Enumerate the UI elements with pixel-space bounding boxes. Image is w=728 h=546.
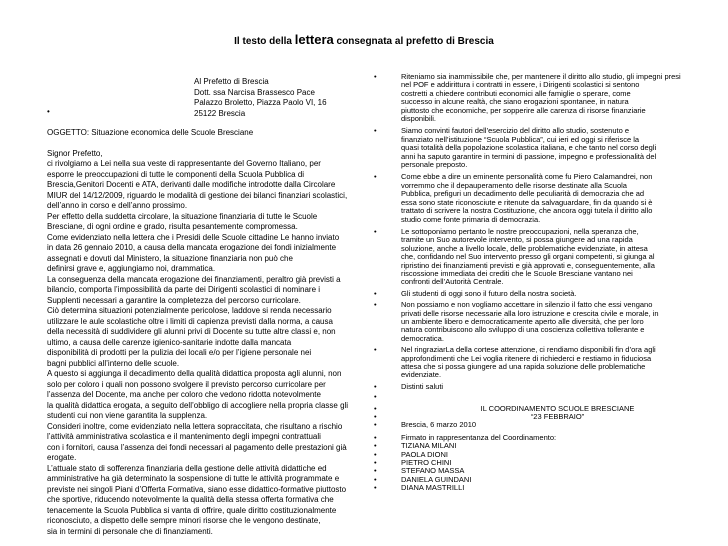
body-line: Bresciane, di ogni ordine e grado, risulta pesantemente compromessa. [47, 222, 298, 231]
body-line: bagni pubblici all’interno delle scuole. [47, 358, 180, 368]
body-line: Come evidenziato nella lettera che i Presidi delle Scuole cittadine Le hanno inviato [47, 232, 340, 242]
bullet-marker: • [374, 449, 377, 459]
address-line: 25122 Brescia [194, 108, 246, 118]
bullet-marker: • [374, 458, 377, 468]
paragraph-line: natura contribuiscono allo sviluppo di una coscienza collettiva tollerante e [401, 325, 645, 335]
signer-name-line: PAOLA DIONI [401, 449, 448, 459]
body-line: utilizzare le aule scolastiche oltre i limiti di capienza previsti dalla norma, a causa [47, 316, 333, 326]
bullet-marker: • [374, 392, 377, 402]
paragraph-line: Siamo convinti fautori dell’esercizio del diritto allo studio, sostenuto e [401, 126, 630, 136]
body-line: con i fornitori, causa l’assenza dei fondi necessari al pagamento delle prestazioni già [47, 442, 347, 452]
paragraph-line: disponibili. [401, 114, 437, 124]
bullet-marker: • [374, 300, 377, 310]
body-line: studenti cui non viene garantita la supplenza. [47, 411, 208, 420]
body-line: erogate. [47, 453, 77, 462]
paragraph [374, 173, 714, 223]
place-date [374, 421, 714, 429]
signer-name-line: DIANA MASTRILLI [401, 483, 465, 493]
bullet-marker: • [374, 474, 377, 484]
paragraph-line: attesa che si possa giungere ad una rapida soluzione delle problematiche [401, 362, 646, 371]
body-line: La conseguenza della mancata erogazione dei finanziamenti, peraltro già previsti a [47, 274, 341, 284]
paragraph-line: finanziato nell’istituzione “Scuola Pubblica”, cui ieri ed oggi si riferisce la [401, 134, 640, 144]
bullet-marker: • [374, 345, 377, 355]
recipient-address [194, 77, 327, 119]
paragraph-line: Nel ringraziarLa della cortese attenzione, ci rendiamo disponibili fin d’ora agli [401, 345, 656, 355]
body-line: Per effetto della suddetta circolare, la situazione finanziaria di tutte le Scuole [47, 211, 318, 221]
bullet-marker: • [374, 483, 377, 493]
subject-line: OGGETTO: Situazione economica delle Scuole Bresciane [47, 128, 254, 137]
address-line: Al Prefetto di Brescia [194, 77, 269, 86]
coordination-signature-line: IL COORDINAMENTO SCUOLE BRESCIANE [480, 403, 635, 413]
paragraph-line: ripristino dei finanziamenti previsti e già approvati e, conseguentemente, alla [401, 260, 655, 270]
body-line: assegnati e dovuti dal Ministero, la situazione finanziaria non può che [47, 253, 293, 263]
paragraph-line: Pubblica, prefiguri un decadimento delle peculiarità di democrazia che ad [401, 189, 645, 199]
body-line: previste nei singoli Piani d’Offerta Formativa, siano esse didattico-formative piuttosto [47, 484, 347, 494]
body-line: solo per coloro i quali non possono svolgere il previsto percorso curricolare per [47, 379, 326, 389]
paragraph-line: Come ebbe a dire un eminente personalità come fu Piero Calamandrei, non [401, 172, 653, 182]
paragraph-line: nel POF e addirittura i contratti in essere, i Dirigenti scolastici si sentono [401, 80, 640, 90]
body-line: sia in termini di personale che di finanziamenti. [47, 526, 213, 536]
body-line: disponibilità di prodotti per la pulizia dei locali e/o per l’igiene personale nei [47, 348, 312, 357]
paragraph [374, 228, 714, 287]
paragraph-line: vorremmo che il depauperamento delle risorse destinate alla Scuola [401, 180, 627, 190]
body-line: A questo si aggiunga il decadimento della qualità didattica proposta agli alunni, non [47, 369, 342, 378]
paragraph-line: personale preposto. [401, 160, 468, 170]
bullet-marker: • [374, 126, 377, 136]
paragraph-line: Le sottoponiamo pertanto le nostre preoccupazioni, nella speranza che, [401, 226, 639, 236]
title-highlight: lettera [294, 32, 334, 47]
paragraph [374, 73, 714, 123]
body-line: in data 26 gennaio 2010, a causa della mancata erogazione dei fondi inizialmente [47, 243, 337, 252]
body-line: che sportive, riducendo notevolmente la qualità della stessa offerta formativa che [47, 495, 334, 504]
body-line: ultimo, a causa delle carenze igienico-sanitarie indotte dalla mancata [47, 337, 292, 347]
bullet-marker: • [374, 226, 377, 236]
body-line: tenacemente la Scuola Pubblica si vanta di offrire, quale diritto costituzionalmente [47, 505, 337, 515]
bullet-marker: • [374, 172, 377, 182]
paragraph-line: studio come fonte primaria di democrazia. [401, 214, 541, 224]
date-tag-line: “23 FEBBRAIO” [530, 412, 585, 422]
bullet-marker: • [374, 403, 377, 413]
body-line: della necessità di suddividere gli alunni privi di Docente su tutte altre classi e, non [47, 327, 336, 336]
body-line: Brescia,Genitori Docenti e ATA, derivanti dalle modifiche introdotte dalla Circolare [47, 180, 336, 189]
paragraph-line: soluzione, anche a livello locale, delle problematiche evidenziate, in attesa [401, 243, 648, 253]
paragraph-line: costretti a chiedere contributi economici alle famiglie o sperare, come [401, 88, 631, 98]
signer-name-line: PIETRO CHINI [401, 458, 452, 468]
empty-bullet [374, 393, 714, 401]
letter-body-left [47, 128, 365, 537]
paragraph-line: successo in alcune realtà, che siano erogazioni spontanee, in natura [401, 97, 629, 107]
paragraph-line: un ambiente libero e democraticamente aperto alle diversità, che per loro [401, 316, 644, 326]
body-line: l’attività amministrativa scolastica e il mantenimento degli impegni contrattuali [47, 432, 321, 441]
paragraph-line: riscossione immediata dei crediti che le Scuole Bresciane vantano nei [401, 268, 633, 278]
body-line: l’assenza del Docente, ma anche per coloro che vedono ridotta notevolmente [47, 390, 321, 399]
body-line: Ciò determina situazioni potenzialmente pericolose, laddove si renda necessario [47, 306, 332, 315]
paragraph [374, 127, 714, 169]
bullet-marker: • [374, 72, 377, 81]
paragraph [374, 383, 714, 391]
letter-body-right [374, 73, 714, 493]
body-line: Consideri inoltre, come evidenziato nella lettera sopraccitata, che risultano a rischio [47, 421, 343, 431]
title-prefix: Il testo della [234, 36, 295, 47]
body-line: Supplenti necessari a garantire la completezza del percorso curricolare. [47, 295, 301, 305]
body-line: bilancio, comporta l’impossibilità da parte dei Dirigenti scolastici di nominare i [47, 285, 321, 294]
paragraph [374, 301, 714, 343]
body-line: dell’anno in corso e dell’anno prossimo. [47, 201, 188, 210]
paragraph [374, 290, 714, 298]
title-suffix: consegnata al prefetto di Brescia [333, 36, 494, 47]
body-line: riconosciuto, a dispetto delle sempre minori risorse che le vengono destinate, [47, 516, 321, 525]
bullet-marker: • [374, 288, 377, 298]
place-date-line: Brescia, 6 marzo 2010 [401, 420, 477, 430]
paragraph-line: piuttosto che economiche, per sopperire alle carenza di risorse finanziarie [401, 105, 646, 115]
signer-name-line: TIZIANA MILANI [401, 441, 457, 451]
paragraph-line: anni ha saputo garantire in termini di passione, impegno e professionalità del [401, 151, 657, 161]
paragraph-line: essa sono state riconosciute e ritenute da salvaguardare, fin da quando si è [401, 197, 653, 207]
bullet-marker: • [374, 420, 377, 430]
page-title [0, 32, 728, 47]
paragraph-line: tramite un Suo autorevole intervento, si possa giungere ad una rapida [401, 235, 633, 245]
paragraph-line: confronti dell’Autorità Centrale. [401, 277, 504, 287]
paragraph-line: approfondimenti che Lei voglia ritenere di richiederci e restiamo in fiduciosa [401, 353, 652, 363]
bullet-marker: • [47, 107, 50, 116]
paragraph-line: Riteniamo sia inammissibile che, per mantenere il diritto allo studio, gli impegni presi [401, 72, 681, 81]
paragraph-line: democratica. [401, 333, 444, 343]
bullet-marker: • [374, 381, 377, 391]
paragraph-line: che, confidando nel Suo intervento presso gli organi competenti, si giunga al [401, 252, 655, 262]
signer-name [374, 484, 714, 492]
paragraph [374, 346, 714, 380]
bullet-marker: • [374, 432, 377, 442]
address-line: Palazzo Broletto, Piazza Paolo VI, 16 [194, 98, 327, 107]
empty-bullet-line [401, 393, 714, 401]
body-line: MIUR del 14/12/2009, riguardo le modalità di gestione dei bilanci finanziari scolastici, [47, 190, 348, 200]
paragraph-line: Non possiamo e non vogliamo accettare in silenzio il fatto che essi vengano [401, 300, 653, 310]
address-line: Dott. ssa Narcisa Brassesco Pace [194, 87, 315, 97]
bullet-marker: • [374, 412, 377, 422]
paragraph-line: evidenziate. [401, 370, 442, 380]
signed-intro-line: Firmato in rappresentanza del Coordinamento: [401, 432, 557, 442]
bullet-marker: • [374, 441, 377, 451]
signer-name-line: DANIELA GUINDANI [401, 474, 472, 484]
body-line: amministrative ha già determinato la sospensione di tutte le attività programmate e [47, 474, 340, 483]
body-line: ci rivolgiamo a Lei nella sua veste di rappresentante del Governo Italiano, per [47, 159, 321, 168]
signer-name-line: STEFANO MASSA [401, 466, 465, 476]
body-line: Signor Prefetto, [47, 148, 103, 158]
paragraph-line: privati delle risorse necessarie alla loro istruzione e crescita civile e morale, in [401, 308, 659, 318]
paragraph-line: Distinti saluti [401, 381, 444, 391]
paragraph-line: Gli studenti di oggi sono il futuro della nostra società. [401, 288, 577, 298]
body-line: definirsi grave e, aggiungiamo noi, drammatica. [47, 264, 216, 273]
body-line: esporre le preoccupazioni di tutte le componenti della Scuola Pubblica di [47, 169, 305, 179]
body-line: L’attuale stato di sofferenza finanziaria della gestione delle attività didattiche ed [47, 463, 327, 473]
bullet-marker: • [374, 466, 377, 476]
body-line: la qualità didattica erogata, a seguito dell’obbligo di accogliere nella propria classe gli [47, 400, 349, 410]
paragraph-line: quasi totalità della popolazione scolastica italiana, e che tanto nel corso degli [401, 143, 657, 153]
paragraph-line: trattato di scrivere la nostra Costituzione, che ancora oggi tutela il diritto allo [401, 206, 653, 216]
